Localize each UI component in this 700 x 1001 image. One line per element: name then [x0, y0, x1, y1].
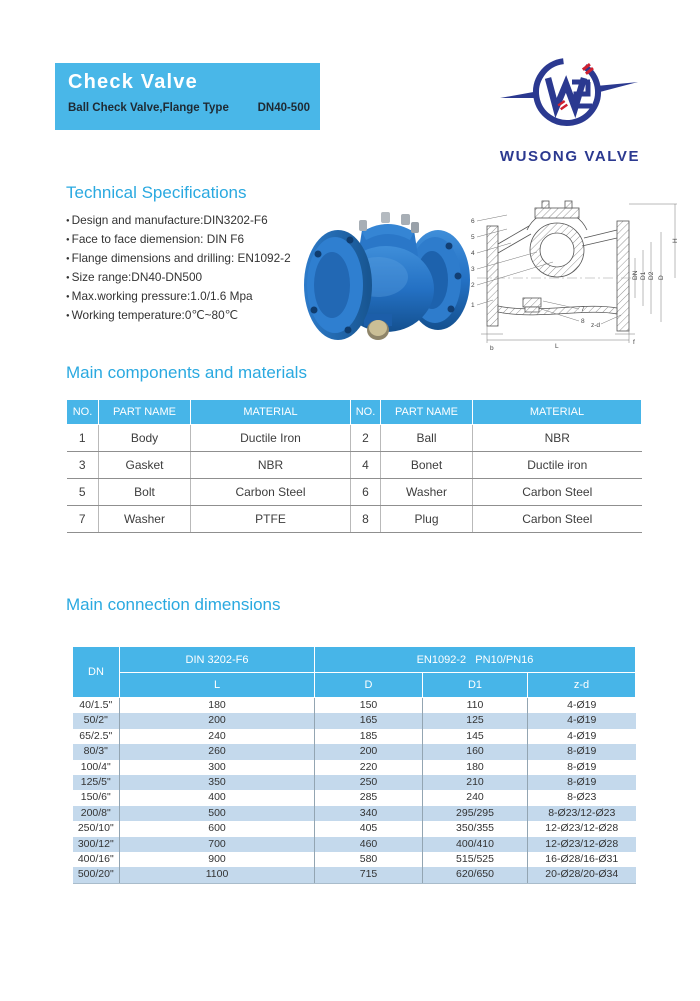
dimensions-cell: 8-Ø19	[528, 775, 636, 790]
dimensions-row	[73, 744, 636, 759]
dimensions-cell: 900	[120, 852, 315, 867]
dimensions-row	[73, 790, 636, 805]
dimensions-cell: 20-Ø28/20-Ø34	[528, 867, 636, 883]
components-cell: PTFE	[191, 506, 351, 533]
components-header-row	[67, 400, 642, 425]
dimensions-cell: 295/295	[423, 806, 528, 821]
components-cell: 5	[67, 479, 99, 506]
header-banner	[55, 63, 320, 130]
wusong-logo-icon	[492, 46, 648, 142]
dimensions-cell: 580	[315, 852, 423, 867]
tech-spec-list	[66, 211, 291, 325]
dimensions-row	[73, 837, 636, 852]
valve-photo	[298, 192, 476, 347]
components-row	[67, 479, 642, 506]
dimensions-cell: 4-Ø19	[528, 698, 636, 714]
dimensions-cell: 8-Ø23	[528, 790, 636, 805]
tech-spec-item: ● Working temperature:0℃~80℃	[66, 306, 291, 325]
dimensions-cell: 185	[315, 729, 423, 744]
dimensions-cell: 165	[315, 713, 423, 728]
dimensions-row	[73, 713, 636, 728]
dimensions-cell: 250	[315, 775, 423, 790]
components-cell: 7	[67, 506, 99, 533]
drawing-callout-8: 8	[581, 318, 585, 325]
components-header-cell: MATERIAL	[473, 400, 642, 425]
components-row	[67, 452, 642, 479]
dimensions-cell: 240	[120, 729, 315, 744]
drawing-label-raised-face: D2	[648, 271, 655, 280]
drawing-label-left-width: b	[490, 345, 494, 352]
components-cell: NBR	[191, 452, 351, 479]
section-title-technical-specifications: Technical Specifications	[66, 183, 247, 202]
drawing-callout-1: 1	[471, 302, 475, 309]
components-header-cell: PART NAME	[381, 400, 473, 425]
components-cell: Washer	[99, 506, 191, 533]
dimensions-cell: 500	[120, 806, 315, 821]
components-header-cell: NO.	[67, 400, 99, 425]
dimensions-cell: 8-Ø19	[528, 760, 636, 775]
dimensions-cell: 50/2"	[73, 713, 120, 728]
dimensions-cell: 350	[120, 775, 315, 790]
brand-name: WUSONG VALVE	[499, 148, 641, 165]
dimensions-cell: 260	[120, 744, 315, 759]
components-header-cell: NO.	[351, 400, 381, 425]
dimensions-cell: 350/355	[423, 821, 528, 836]
dimensions-cell: 8-Ø23/12-Ø23	[528, 806, 636, 821]
dimensions-corner-header: DN	[73, 647, 120, 698]
dimensions-cell: 285	[315, 790, 423, 805]
dimensions-row	[73, 821, 636, 836]
drawing-callout-7: 7	[581, 306, 585, 313]
dimensions-cell: 4-Ø19	[528, 713, 636, 728]
drawing-callout-5: 5	[471, 234, 475, 241]
components-header-cell: PART NAME	[99, 400, 191, 425]
dimensions-subheader-cell: L	[120, 673, 315, 698]
dimensions-cell: 8-Ø19	[528, 744, 636, 759]
valve-cross-section-drawing	[465, 188, 693, 356]
components-cell: 4	[351, 452, 381, 479]
components-cell: Bolt	[99, 479, 191, 506]
dimensions-cell: 340	[315, 806, 423, 821]
tech-spec-item: ● Size range:DN40-DN500	[66, 268, 291, 287]
dimensions-group-header-row	[73, 647, 636, 673]
components-cell: 6	[351, 479, 381, 506]
dimensions-cell: 12-Ø23/12-Ø28	[528, 837, 636, 852]
drawing-label-length: L	[555, 343, 559, 350]
dimensions-cell: 16-Ø28/16-Ø31	[528, 852, 636, 867]
dimensions-cell: 150/6"	[80, 791, 111, 804]
dimensions-cell: 180	[423, 760, 528, 775]
components-cell: Bonet	[381, 452, 473, 479]
dimensions-cell: 600	[120, 821, 315, 836]
components-cell: 2	[351, 425, 381, 452]
components-cell: Ductile iron	[473, 452, 642, 479]
components-cell: Plug	[381, 506, 473, 533]
dimensions-cell: 1100	[120, 867, 315, 883]
dimensions-subheader-cell: z-d	[528, 673, 636, 698]
dimensions-cell: 180	[120, 698, 315, 714]
components-cell: Ball	[381, 425, 473, 452]
components-cell: 1	[67, 425, 99, 452]
dimensions-cell: 300/12"	[73, 837, 120, 852]
dimensions-group-en: EN1092-2 PN10/PN16	[315, 647, 636, 673]
dimensions-cell: 620/650	[423, 867, 528, 883]
dimensions-cell: 500/20"	[73, 867, 120, 883]
dimensions-table-body	[73, 698, 636, 884]
dimensions-cell: 12-Ø23/12-Ø28	[528, 821, 636, 836]
components-cell: 3	[67, 452, 99, 479]
company-logo	[492, 46, 648, 165]
dimensions-row	[73, 729, 636, 744]
dimensions-cell: 4-Ø19	[528, 729, 636, 744]
dimensions-cell: 200/8"	[73, 806, 120, 821]
dimensions-row	[73, 760, 636, 775]
section-title-dimensions: Main connection dimensions	[66, 595, 281, 614]
drawing-callout-3: 3	[471, 266, 475, 273]
tech-spec-item: ● Flange dimensions and drilling: EN1092-2	[66, 249, 291, 268]
drawing-label-height: H	[672, 238, 679, 243]
dimensions-cell: 715	[315, 867, 423, 883]
dimensions-cell: 405	[315, 821, 423, 836]
dimensions-cell: 40/1.5"	[79, 699, 113, 711]
dimensions-cell: 700	[120, 837, 315, 852]
section-title-components: Main components and materials	[66, 363, 307, 382]
dimensions-cell: 210	[423, 775, 528, 790]
dimensions-cell: 400/410	[423, 837, 528, 852]
dimensions-table	[72, 646, 636, 884]
drawing-label-bore: DN	[632, 270, 639, 280]
components-cell: Gasket	[99, 452, 191, 479]
dimensions-cell: 220	[315, 760, 423, 775]
dimensions-cell: 400	[120, 790, 315, 805]
page-title: Check Valve	[68, 71, 198, 93]
dimensions-row	[73, 852, 636, 867]
components-cell: Carbon Steel	[473, 506, 642, 533]
components-cell: Carbon Steel	[191, 479, 351, 506]
dimensions-cell: 200	[315, 744, 423, 759]
dimensions-cell: 250/10"	[77, 822, 114, 835]
dimensions-cell: 125	[423, 713, 528, 728]
dimensions-row	[73, 698, 636, 714]
dimensions-subheader-row	[73, 673, 636, 698]
dimensions-row	[73, 867, 636, 883]
components-header-cell: MATERIAL	[191, 400, 351, 425]
dimensions-cell: 65/2.5"	[79, 729, 113, 742]
drawing-callout-4: 4	[471, 250, 475, 257]
dimensions-cell: 515/525	[423, 852, 528, 867]
components-row	[67, 425, 642, 452]
components-table-body	[67, 425, 642, 533]
components-cell: 8	[351, 506, 381, 533]
dimensions-group-din: DIN 3202-F6	[120, 647, 315, 673]
components-cell: Carbon Steel	[473, 479, 642, 506]
components-cell: Body	[99, 425, 191, 452]
drawing-callout-2: 2	[471, 282, 475, 289]
tech-spec-item: ● Face to face diemension: DIN F6	[66, 230, 291, 249]
tech-spec-item: ● Design and manufacture:DIN3202-F6	[66, 211, 291, 230]
dimensions-cell: 300	[120, 760, 315, 775]
drawing-label-right-width: f	[633, 339, 635, 346]
dn-range: DN40-500	[257, 102, 310, 114]
drawing-callout-6: 6	[471, 218, 475, 225]
dimensions-cell: 160	[423, 744, 528, 759]
dimensions-cell: 240	[423, 790, 528, 805]
drawing-label-holes: z-d	[591, 322, 601, 329]
dimensions-cell: 460	[315, 837, 423, 852]
dimensions-cell: 145	[423, 729, 528, 744]
dimensions-subheader-cell: D1	[423, 673, 528, 698]
subtitle-text: Ball Check Valve,Flange Type	[68, 102, 229, 114]
dimensions-cell: 400/16"	[77, 853, 114, 866]
tech-spec-item: ● Max.working pressure:1.0/1.6 Mpa	[66, 287, 291, 306]
components-cell: NBR	[473, 425, 642, 452]
dimensions-cell: 150	[315, 698, 423, 714]
components-row	[67, 506, 642, 533]
dimensions-cell: 125/5"	[73, 775, 120, 790]
components-cell: Ductile Iron	[191, 425, 351, 452]
dimensions-row	[73, 806, 636, 821]
dimensions-cell: 110	[423, 698, 528, 714]
page-subtitle	[68, 102, 310, 114]
drawing-label-bolt-circle: D1	[640, 271, 647, 280]
dimensions-subheader-cell: D	[315, 673, 423, 698]
components-table	[66, 399, 642, 533]
dimensions-row	[73, 775, 636, 790]
components-cell: Washer	[381, 479, 473, 506]
dimensions-cell: 80/3"	[73, 744, 120, 759]
dimensions-cell: 200	[120, 713, 315, 728]
drawing-label-outer: D	[658, 275, 665, 280]
dimensions-cell: 100/4"	[80, 760, 111, 773]
